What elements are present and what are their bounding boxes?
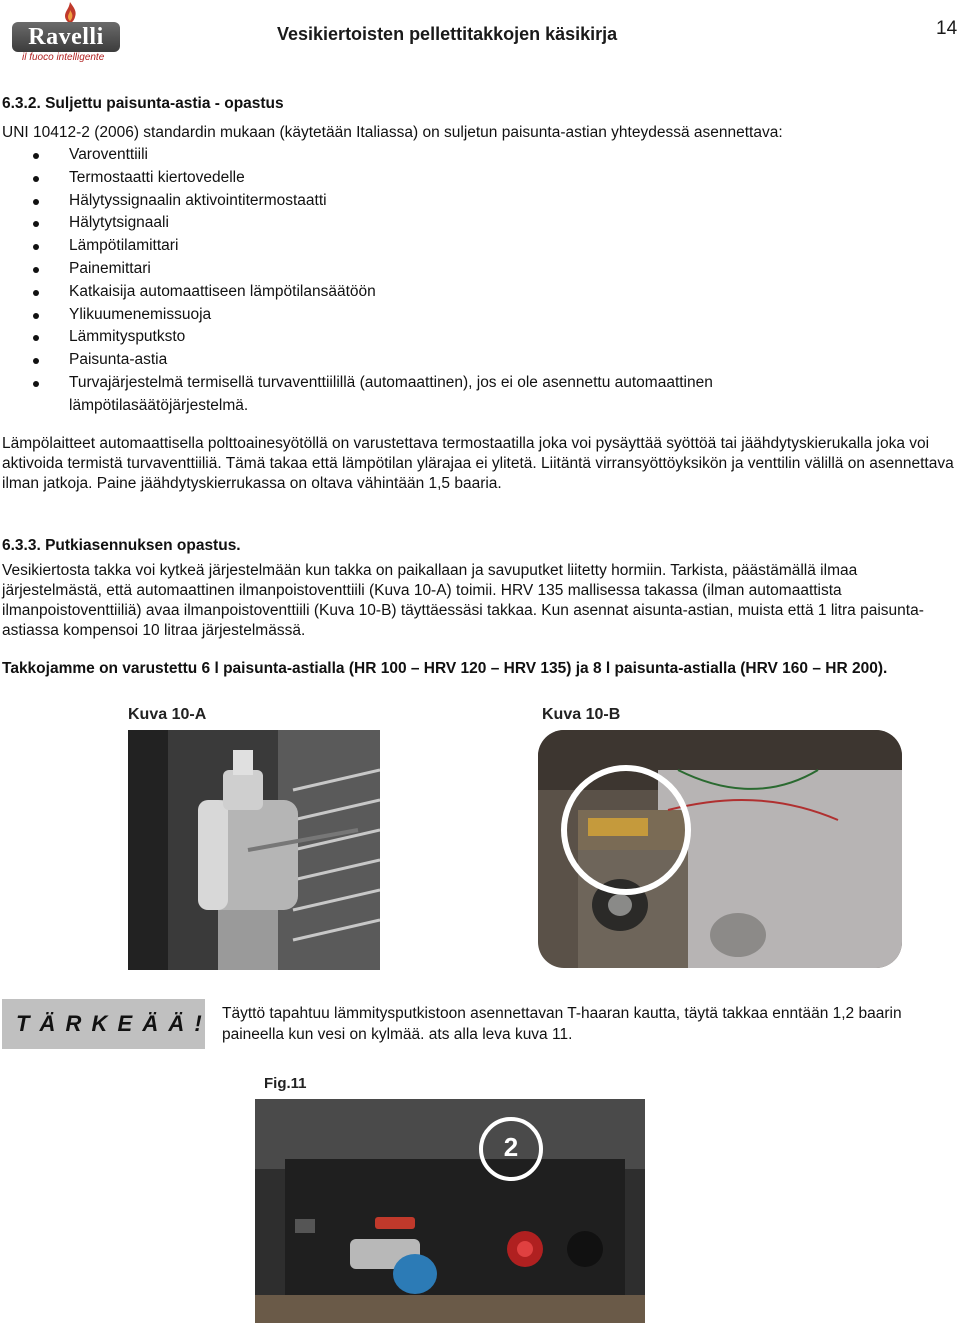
document-title: Vesikiertoisten pellettitakkojen käsikirja bbox=[277, 24, 618, 44]
list-item: Paisunta-astia bbox=[0, 349, 960, 372]
bullet-icon bbox=[33, 221, 39, 227]
expansion-tank-note: Takkojamme on varustettu 6 l paisunta-astialla (HR 100 – HRV 120 – HRV 135) ja 8 l paisunta-astialla (HRV 160 – HR 200). bbox=[2, 660, 888, 677]
fill-valve-image bbox=[255, 1099, 645, 1323]
bullet-icon bbox=[33, 199, 39, 205]
air-vent-valve-image bbox=[128, 730, 380, 970]
figure-10a-label: Kuva 10-A bbox=[128, 706, 207, 723]
bullet-icon bbox=[33, 267, 39, 273]
logo-tagline: il fuoco intelligente bbox=[22, 52, 105, 63]
list-item: Varoventtiili bbox=[0, 144, 960, 167]
bullet-icon bbox=[33, 176, 39, 182]
figure-11-photo bbox=[255, 1099, 645, 1323]
section-632-intro: UNI 10412-2 (2006) standardin mukaan (käytetään Italiassa) on suljetun paisunta-astian yhteydessä asennettava: bbox=[2, 124, 783, 141]
bullet-icon bbox=[33, 244, 39, 250]
section-633-heading: 6.3.3. Putkiasennuksen opastus. bbox=[2, 537, 241, 554]
manual-air-vent-image bbox=[538, 730, 902, 968]
list-item: Katkaisija automaattiseen lämpötilansäätöön bbox=[0, 281, 960, 304]
figure-11-label: Fig.11 bbox=[264, 1075, 307, 1092]
list-item: Lämmitysputksto bbox=[0, 326, 960, 349]
flame-icon bbox=[62, 2, 78, 24]
figure-11-marker: 2 bbox=[503, 1132, 519, 1162]
bullet-icon bbox=[33, 358, 39, 364]
section-632-heading: 6.3.2. Suljettu paisunta-astia - opastus bbox=[2, 95, 284, 112]
list-item: Hälytytsignaali bbox=[0, 212, 960, 235]
section-633-paragraph: Vesikiertosta takka voi kytkeä järjestelmään kun takka on paikallaan ja savuputket liitetty hormiin. Tarkista, päästämällä ilmaa järjestelmästä, että automaattinen ilmanpoistoventtiili (Kuva 10-A) toimii. HRV 135 mallisessa takassa (ilman automaattista ilmanpoistoventtiiliä) avaa ilmanpoistoventtiili (Kuva 10-B) täyttäessäsi takkaa. Kun asennat aisunta-astian, muista että 1 litra paisunta-astiassa kompensoi 10 litraa järjestelmässä. bbox=[2, 562, 924, 639]
bullet-icon bbox=[33, 290, 39, 296]
figure-10b-label: Kuva 10-B bbox=[542, 706, 621, 723]
list-item: Painemittari bbox=[0, 258, 960, 281]
requirements-list bbox=[0, 144, 960, 418]
bullet-icon bbox=[33, 153, 39, 159]
list-item: Turvajärjestelmä termisellä turvaventtiilillä (automaattinen), jos ei ole asennettu automaattinen lämpötilasäätöjärjestelmä. bbox=[0, 372, 800, 418]
list-item: Hälytyssignaalin aktivointitermostaatti bbox=[0, 190, 960, 213]
important-label: T Ä R K E Ä Ä ! bbox=[2, 999, 205, 1049]
figure-10a-photo bbox=[128, 730, 380, 970]
list-item: Lämpötilamittari bbox=[0, 235, 960, 258]
logo-wordmark: Ravelli bbox=[12, 22, 120, 52]
figure-10b-photo bbox=[538, 730, 902, 968]
bullet-icon bbox=[33, 381, 39, 387]
list-item: Ylikuumenemissuoja bbox=[0, 304, 960, 327]
ravelli-logo bbox=[12, 2, 120, 62]
bullet-icon bbox=[33, 313, 39, 319]
important-text: Täyttö tapahtuu lämmitysputkistoon asennettavan T-haaran kautta, täytä takkaa enntään 1,2 baarin paineella kun vesi on kylmää. ats alla leva kuva 11. bbox=[222, 1005, 902, 1043]
page-number: 14 bbox=[936, 18, 958, 39]
bullet-icon bbox=[33, 335, 39, 341]
section-632-paragraph: Lämpölaitteet automaattisella polttoainesyötöllä on varustettava termostaatilla joka voi pysäyttää syöttöä tai jäähdytyskierukalla joka voi aktivoida termistä turvaventtiiliä. Tämä takaa että lämpötilan ylärajaa ei ylitetä. Liitäntä virransyöttöyksikön ja venttilin välillä on asennettava ilman jatkoja. Paine jäähdytyskierrukassa on oltava vähintään 1,5 baaria. bbox=[2, 435, 954, 492]
list-item: Termostaatti kiertovedelle bbox=[0, 167, 960, 190]
